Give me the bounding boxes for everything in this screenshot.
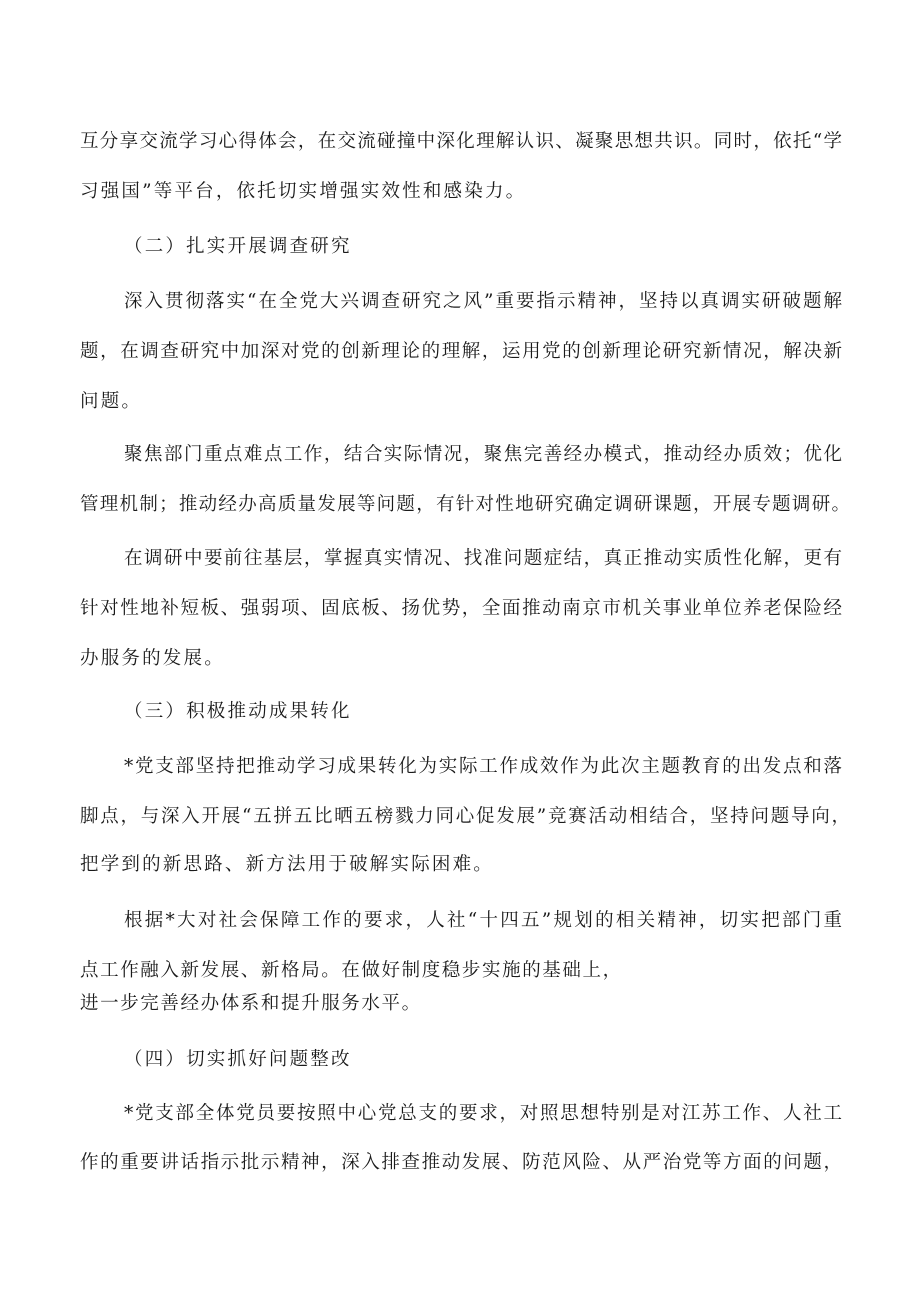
paragraph-line: 题，在调查研究中加深对党的创新理论的理解，运用党的创新理论研究新情况，解决新 [80, 341, 842, 362]
paragraph-line: 点工作融入新发展、新格局。在做好制度稳步实施的基础上， [80, 960, 623, 981]
paragraph-line: 根据*大对社会保障工作的要求，人社“十四五”规划的相关精神，切实把部门重 [124, 910, 842, 931]
paragraph-line: 作的重要讲话指示批示精神，深入排查推动发展、防范风险、从严治党等方面的问题， [80, 1152, 842, 1173]
paragraph-line: 问题。 [80, 391, 143, 412]
paragraph-line: 办服务的发展。 [80, 648, 225, 669]
paragraph-line: 习强国”等平台，依托切实增强实效性和感染力。 [80, 181, 527, 202]
paragraph-line: 管理机制；推动经办高质量发展等问题，有针对性地研究确定调研课题，开展专题调研。 [80, 494, 850, 515]
paragraph-line: 把学到的新思路、新方法用于破解实际困难。 [80, 854, 495, 875]
paragraph-line: 脚点，与深入开展“五拼五比晒五榜戮力同心促发展”竞赛活动相结合，坚持问题导向， [80, 806, 850, 827]
paragraph-line: 在调研中要前往基层，掌握真实情况、找准问题症结，真正推动实质性化解，更有 [124, 548, 842, 569]
paragraph-line: *党支部全体党员要按照中心党总支的要求，对照思想特别是对江苏工作、人社工 [124, 1103, 842, 1124]
paragraph-line: 进一步完善经办体系和提升服务水平。 [80, 993, 422, 1014]
paragraph-line: 针对性地补短板、强弱项、固底板、扬优势，全面推动南京市机关事业单位养老保险经 [80, 598, 842, 619]
section-heading-3: （三）积极推动成果转化 [124, 701, 352, 722]
section-heading-2: （二）扎实开展调查研究 [124, 236, 352, 257]
section-heading-4: （四）切实抓好问题整改 [124, 1049, 352, 1070]
paragraph-line: 聚焦部门重点难点工作，结合实际情况，聚焦完善经办模式，推动经办质效；优化 [124, 444, 842, 465]
paragraph-line: 深入贯彻落实“在全党大兴调查研究之风”重要指示精神，坚持以真调实研破题解 [124, 291, 842, 312]
paragraph-line: 互分享交流学习心得体会，在交流碰撞中深化理解认识、凝聚思想共识。同时，依托“学 [80, 131, 842, 152]
paragraph-line: *党支部坚持把推动学习成果转化为实际工作成效作为此次主题教育的出发点和落 [124, 756, 842, 777]
